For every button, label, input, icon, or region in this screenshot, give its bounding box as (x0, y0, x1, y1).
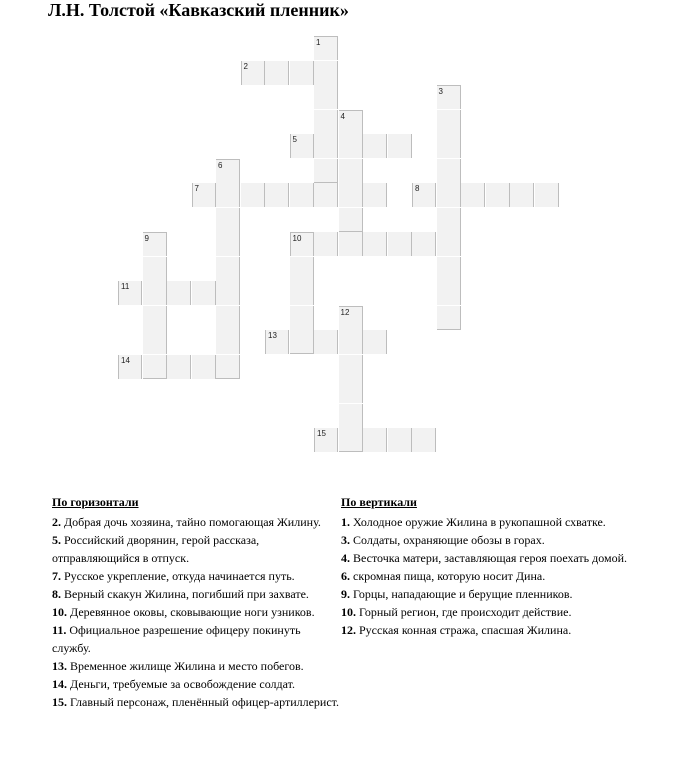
crossword-cell[interactable] (143, 330, 167, 354)
page-title: Л.Н. Толстой «Кавказский пленник» (48, 0, 349, 20)
crossword-cell[interactable] (339, 232, 363, 256)
crossword-cell[interactable] (437, 306, 461, 330)
clue-num: 6. (341, 569, 350, 583)
crossword-cell[interactable] (290, 330, 314, 354)
clue-num: 5. (52, 533, 61, 547)
clue-text: Главный персонаж, пленённый офицер-артиллерист. (67, 695, 340, 709)
clue-text: Горный регион, где происходит действие. (356, 605, 572, 619)
clue-text: Деньги, требуемые за освобождение солдат. (67, 677, 296, 691)
crossword-cell[interactable] (461, 183, 485, 207)
crossword-cell[interactable] (437, 85, 461, 109)
clue-text: Русское укрепление, откуда начинается путь. (61, 569, 295, 583)
crossword-cell[interactable] (290, 134, 314, 158)
crossword-cell[interactable] (437, 281, 461, 305)
crossword-cell[interactable] (437, 134, 461, 158)
crossword-cell[interactable] (216, 330, 240, 354)
clue-num: 8. (52, 587, 61, 601)
clue-num: 2. (52, 515, 61, 529)
crossword-cell[interactable] (437, 110, 461, 134)
crossword-cell[interactable] (290, 281, 314, 305)
crossword-cell[interactable] (388, 428, 412, 452)
crossword-cell[interactable] (290, 306, 314, 330)
vertical-clue (341, 513, 631, 531)
horizontal-clue (52, 567, 340, 585)
clue-number: 10 (292, 234, 302, 243)
clue-num: 3. (341, 533, 350, 547)
crossword-cell[interactable] (339, 428, 363, 452)
clue-num: 1. (341, 515, 350, 529)
clue-number: 5 (292, 135, 297, 144)
vertical-clue (341, 585, 631, 603)
crossword-cell[interactable] (412, 428, 436, 452)
crossword-cell[interactable] (143, 355, 167, 379)
clue-num: 13. (52, 659, 67, 673)
crossword-cell[interactable] (314, 232, 338, 256)
crossword-cell[interactable] (118, 281, 142, 305)
clue-number: 14 (121, 355, 130, 365)
vertical-clue (341, 567, 631, 585)
clues-vertical (341, 493, 631, 639)
crossword-cell[interactable] (339, 183, 363, 207)
clue-num: 14. (52, 677, 67, 691)
crossword-cell[interactable] (412, 232, 436, 256)
vertical-clue (341, 549, 631, 567)
crossword-cell[interactable] (388, 232, 412, 256)
crossword-cell[interactable] (314, 61, 338, 85)
crossword-cell[interactable] (363, 134, 387, 158)
clue-text: Солдаты, охраняющие обозы в горах. (350, 533, 545, 547)
clue-number: 13 (268, 331, 277, 340)
clue-text: Русская конная стража, спасшая Жилина. (356, 623, 572, 637)
crossword-cell[interactable] (143, 232, 167, 256)
clue-num: 10. (52, 605, 67, 619)
crossword-cell[interactable] (486, 183, 510, 207)
clue-num: 10. (341, 605, 356, 619)
crossword-cell[interactable] (290, 232, 314, 256)
crossword-cell[interactable] (143, 281, 167, 305)
clue-number: 8 (415, 184, 420, 193)
clue-number: 6 (218, 160, 223, 170)
clue-number: 9 (144, 234, 149, 243)
crossword-cell[interactable] (118, 355, 142, 379)
clue-text: Добрая дочь хозяина, тайно помогающая Жилину. (61, 515, 321, 529)
crossword-cell[interactable] (216, 183, 240, 207)
clue-num: 4. (341, 551, 350, 565)
crossword-cell[interactable] (339, 208, 363, 232)
clue-text: Горцы, нападающие и берущие пленников. (350, 587, 573, 601)
crossword-cell[interactable] (437, 257, 461, 281)
clue-number: 4 (340, 111, 345, 121)
crossword-cell[interactable] (314, 85, 338, 109)
crossword-cell[interactable] (192, 183, 216, 207)
clue-text: Официальное разрешение офицеру покинуть службу. (52, 623, 301, 655)
horizontal-heading: По горизонтали (52, 495, 139, 509)
crossword-cell[interactable] (290, 257, 314, 281)
crossword-cell[interactable] (290, 61, 314, 85)
crossword-cell[interactable] (216, 208, 240, 232)
horizontal-clue (52, 621, 340, 657)
clue-number: 12 (340, 307, 350, 317)
clue-text: Российский дворянин, герой рассказа, отправляющийся в отпуск. (52, 533, 260, 565)
horizontal-clue (52, 585, 340, 603)
crossword-cell[interactable] (290, 183, 314, 207)
crossword-cell[interactable] (216, 159, 240, 183)
clue-number: 7 (194, 184, 199, 193)
crossword-cell[interactable] (510, 183, 534, 207)
crossword-cell[interactable] (339, 330, 363, 354)
clue-text: скромная пища, которую носит Дина. (350, 569, 546, 583)
crossword-cell[interactable] (363, 428, 387, 452)
clue-num: 11. (52, 623, 67, 637)
crossword-cell[interactable] (314, 183, 338, 207)
crossword-cell[interactable] (143, 306, 167, 330)
vertical-heading: По вертикали (341, 495, 417, 509)
crossword-cell[interactable] (241, 61, 265, 85)
crossword-cell[interactable] (437, 159, 461, 183)
crossword-cell[interactable] (216, 306, 240, 330)
crossword-cell[interactable] (339, 110, 363, 134)
crossword-cell[interactable] (339, 355, 363, 379)
crossword-cell[interactable] (339, 159, 363, 183)
horizontal-clue (52, 513, 340, 531)
crossword-cell[interactable] (265, 330, 289, 354)
crossword-cell[interactable] (339, 134, 363, 158)
vertical-clue (341, 603, 631, 621)
horizontal-clue (52, 657, 340, 675)
crossword-cell[interactable] (216, 281, 240, 305)
crossword-cell[interactable] (192, 355, 216, 379)
clues-horizontal (52, 493, 340, 711)
clue-num: 15. (52, 695, 67, 709)
crossword-cell[interactable] (388, 134, 412, 158)
vertical-clue (341, 621, 631, 639)
crossword-cell[interactable] (265, 183, 289, 207)
crossword-cell[interactable] (241, 183, 265, 207)
crossword-cell[interactable] (314, 134, 338, 158)
crossword-cell[interactable] (314, 330, 338, 354)
crossword-cell[interactable] (314, 428, 338, 452)
crossword-cell[interactable] (216, 257, 240, 281)
crossword-cell[interactable] (339, 404, 363, 428)
crossword-cell[interactable] (412, 183, 436, 207)
crossword-cell[interactable] (143, 257, 167, 281)
clue-number: 1 (316, 38, 321, 47)
crossword-cell[interactable] (167, 355, 191, 379)
clue-text: Холодное оружие Жилина в рукопашной схватке. (350, 515, 606, 529)
clue-number: 11 (121, 282, 130, 291)
horizontal-clue (52, 693, 340, 711)
clue-num: 7. (52, 569, 61, 583)
crossword-cell[interactable] (339, 306, 363, 330)
clue-text: Весточка матери, заставляющая героя поехать домой. (350, 551, 628, 565)
horizontal-clue (52, 531, 340, 567)
crossword-cell[interactable] (363, 330, 387, 354)
crossword-cell[interactable] (216, 355, 240, 379)
vertical-clue (341, 531, 631, 549)
crossword-cell[interactable] (363, 183, 387, 207)
crossword-cell[interactable] (437, 208, 461, 232)
crossword-cell[interactable] (535, 183, 559, 207)
clue-num: 9. (341, 587, 350, 601)
crossword-cell[interactable] (216, 232, 240, 256)
crossword-cell[interactable] (437, 232, 461, 256)
clue-text: Верный скакун Жилина, погибший при захвате. (61, 587, 309, 601)
clue-number: 15 (317, 429, 326, 438)
crossword-cell[interactable] (437, 183, 461, 207)
clue-text: Временное жилище Жилина и место побегов. (67, 659, 304, 673)
crossword-cell[interactable] (314, 36, 338, 60)
crossword-cell[interactable] (314, 110, 338, 134)
crossword-cell[interactable] (192, 281, 216, 305)
crossword-cell[interactable] (339, 379, 363, 403)
clue-number: 2 (243, 61, 248, 71)
horizontal-clue (52, 675, 340, 693)
crossword-cell[interactable] (265, 61, 289, 85)
clue-num: 12. (341, 623, 356, 637)
horizontal-clue (52, 603, 340, 621)
crossword-cell[interactable] (363, 232, 387, 256)
crossword-cell[interactable] (314, 159, 338, 183)
clue-number: 3 (438, 87, 443, 96)
crossword-cell[interactable] (167, 281, 191, 305)
clue-text: Деревянное оковы, сковывающие ноги узников. (67, 605, 315, 619)
